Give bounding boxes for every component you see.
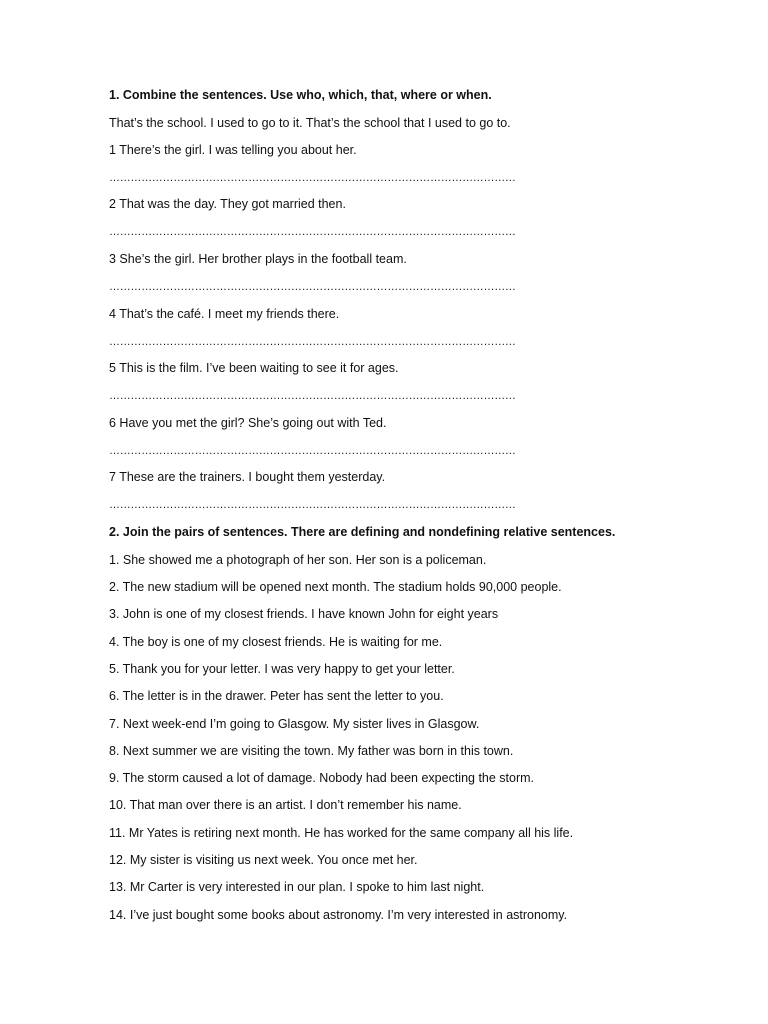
exercise2-item: 10. That man over there is an artist. I don’t remember his name. — [109, 798, 462, 812]
exercise1-item: 6 Have you met the girl? She’s going out with Ted. — [109, 416, 387, 430]
exercise1-item: 5 This is the film. I’ve been waiting to see it for ages. — [109, 361, 399, 375]
exercise2-item: 4. The boy is one of my closest friends. He is waiting for me. — [109, 635, 443, 649]
exercise2-item: 11. Mr Yates is retiring next month. He has worked for the same company all his life. — [109, 826, 574, 840]
section1-example: That’s the school. I used to go to it. That’s the school that I used to go to. — [109, 116, 511, 130]
section2-heading: 2. Join the pairs of sentences. There are defining and nondefining relative sentences. — [109, 525, 616, 539]
exercise2-item: 8. Next summer we are visiting the town. My father was born in this town. — [109, 744, 514, 758]
section1-heading: 1. Combine the sentences. Use who, which, that, where or when. — [109, 88, 492, 102]
exercise2-item: 2. The new stadium will be opened next month. The stadium holds 90,000 people. — [109, 580, 562, 594]
answer-line: …………………………………………………………………………………………………… — [109, 226, 516, 238]
answer-line: …………………………………………………………………………………………………… — [109, 390, 516, 402]
exercise2-item: 6. The letter is in the drawer. Peter has sent the letter to you. — [109, 689, 444, 703]
answer-line: …………………………………………………………………………………………………… — [109, 172, 516, 184]
exercise1-item: 2 That was the day. They got married then. — [109, 197, 346, 211]
exercise1-item: 3 She’s the girl. Her brother plays in the football team. — [109, 252, 407, 266]
answer-line: …………………………………………………………………………………………………… — [109, 499, 516, 511]
exercise2-item: 7. Next week-end I’m going to Glasgow. My sister lives in Glasgow. — [109, 717, 480, 731]
exercise1-item: 7 These are the trainers. I bought them yesterday. — [109, 470, 386, 484]
exercise2-item: 1. She showed me a photograph of her son. Her son is a policeman. — [109, 553, 487, 567]
exercise2-item: 12. My sister is visiting us next week. You once met her. — [109, 853, 418, 867]
exercise2-item: 5. Thank you for your letter. I was very happy to get your letter. — [109, 662, 455, 676]
exercise1-item: 1 There’s the girl. I was telling you about her. — [109, 143, 357, 157]
exercise2-item: 14. I’ve just bought some books about astronomy. I’m very interested in astronomy. — [109, 908, 568, 922]
exercise2-item: 9. The storm caused a lot of damage. Nobody had been expecting the storm. — [109, 771, 535, 785]
exercise1-item: 4 That’s the café. I meet my friends there. — [109, 307, 340, 321]
answer-line: …………………………………………………………………………………………………… — [109, 281, 516, 293]
answer-line: …………………………………………………………………………………………………… — [109, 445, 516, 457]
exercise2-item: 3. John is one of my closest friends. I have known John for eight years — [109, 607, 499, 621]
answer-line: …………………………………………………………………………………………………… — [109, 336, 516, 348]
exercise2-item: 13. Mr Carter is very interested in our plan. I spoke to him last night. — [109, 880, 485, 894]
